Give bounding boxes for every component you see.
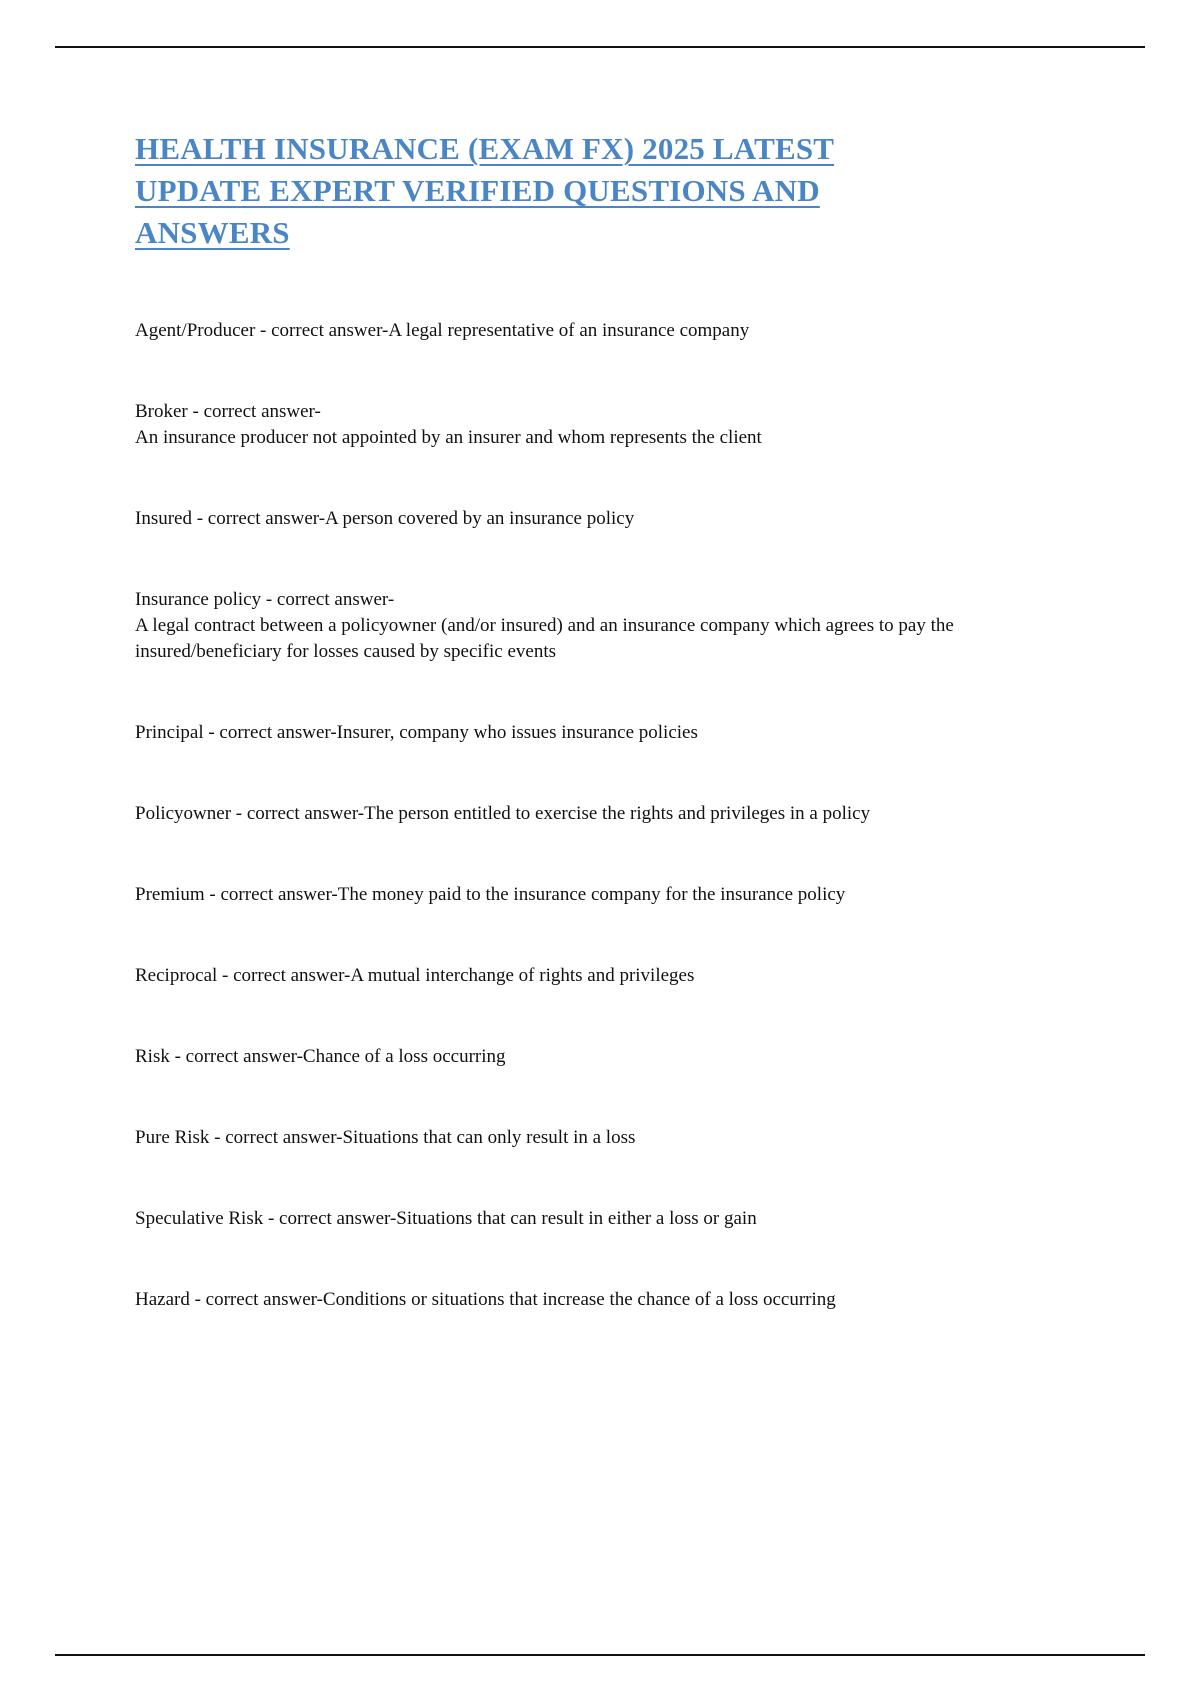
page-title-line-1: HEALTH INSURANCE (EXAM FX) 2025 LATEST: [135, 131, 835, 166]
qa-entry: Insured - correct answer-A person covered by an insurance policy: [135, 508, 635, 529]
bottom-rule: [55, 1654, 1145, 1656]
qa-entry: Broker - correct answer- An insurance producer not appointed by an insurer and whom represents the client: [135, 401, 762, 448]
page-title-line-3: ANSWERS: [135, 215, 290, 250]
qa-entry: Policyowner - correct answer-The person entitled to exercise the rights and privileges in a policy: [135, 803, 871, 824]
qa-entry: Speculative Risk - correct answer-Situations that can result in either a loss or gain: [135, 1208, 757, 1229]
qa-entry: Reciprocal - correct answer-A mutual interchange of rights and privileges: [135, 965, 695, 986]
qa-entry: Pure Risk - correct answer-Situations that can only result in a loss: [135, 1127, 636, 1148]
qa-entry: Agent/Producer - correct answer-A legal representative of an insurance company: [135, 320, 750, 341]
qa-entry: Risk - correct answer-Chance of a loss occurring: [135, 1046, 506, 1067]
qa-entry: Hazard - correct answer-Conditions or situations that increase the chance of a loss occurring: [135, 1289, 836, 1310]
qa-entry: Insurance policy - correct answer- A legal contract between a policyowner (and/or insured) and an insurance company which agrees to pay the insured/beneficiary for losses caused by specific events: [135, 589, 954, 662]
qa-list: [135, 318, 1073, 1313]
page-title-line-2: UPDATE EXPERT VERIFIED QUESTIONS AND: [135, 173, 820, 208]
top-rule: [55, 46, 1145, 48]
qa-entry: Premium - correct answer-The money paid to the insurance company for the insurance policy: [135, 884, 846, 905]
page-title: [135, 128, 1073, 254]
document-content: [135, 128, 1073, 1368]
qa-entry: Principal - correct answer-Insurer, company who issues insurance policies: [135, 722, 698, 743]
